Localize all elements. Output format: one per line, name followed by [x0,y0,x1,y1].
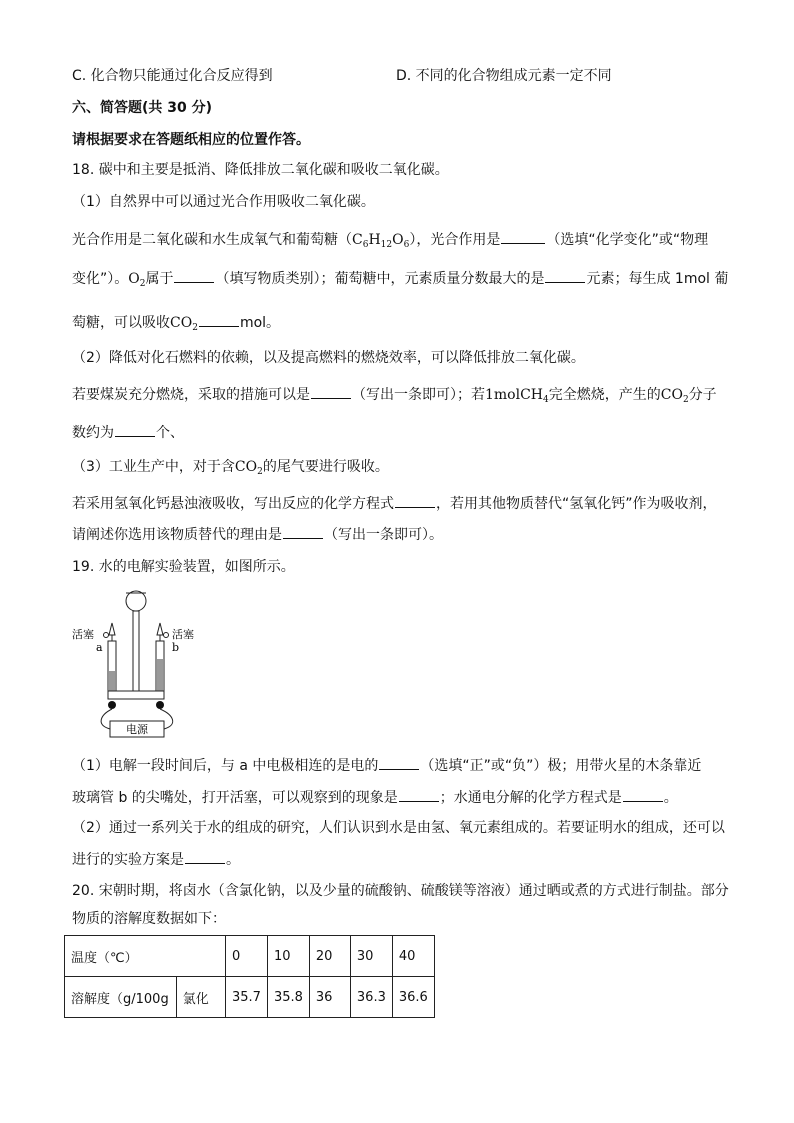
table-cell: 10 [267,936,309,977]
stopcock-left-icon [104,633,109,638]
table-cell: 40 [392,936,434,977]
o2-formula: $O_2$ [128,271,146,289]
table-header-temperature: 温度（℃） [65,936,226,977]
answer-blank[interactable] [199,312,239,327]
q18-part2: （2）降低对化石燃料的依赖，以及提高燃料的燃烧效率，可以降低排放二氧化碳。 [72,350,585,366]
q19-line3: （2）通过一系列关于水的组成的研究，人们认识到水是由氢、氧元素组成的。若要证明水的组成，还可以 [72,820,725,836]
q18-stem: 18. 碳中和主要是抵消、降低排放二氧化碳和吸收二氧化碳。 [72,162,449,178]
option-d: D. 不同的化合物组成元素一定不同 [396,68,612,84]
option-c: C. 化合物只能通过化合反应得到 [72,68,273,84]
ch4-formula: 1molCH$_4$ [485,387,549,405]
table-cell: 35.7 [226,977,268,1018]
tube-a-label: a [96,641,103,654]
solubility-table [64,935,435,1018]
answer-blank[interactable] [399,787,439,802]
co2-formula: $CO_2$ [170,315,198,333]
table-row [65,977,435,1018]
answer-blank[interactable] [115,422,155,437]
tube-b-label: b [172,641,180,654]
q20-line2: 物质的溶解度数据如下： [72,911,226,927]
stopcock-left-label: 活塞 [72,628,94,641]
power-label: 电源 [126,723,148,736]
q18-line1: 光合作用是二氧化碳和水生成氧气和葡萄糖$(C_6H_{12}O_6)$，光合作用是 （选填“化学变化”或“物理 [72,229,708,250]
q19-stem: 19. 水的电解实验装置，如图所示。 [72,559,295,575]
table-cell: 35.8 [267,977,309,1018]
q18-part3: （3）工业生产中，对于含$CO_2$的尾气要进行吸收。 [72,459,389,477]
answer-blank[interactable] [283,524,323,539]
answer-blank[interactable] [623,787,663,802]
co2-formula: $CO_2$ [660,387,689,405]
table-cell: 36 [309,977,350,1018]
answer-blank[interactable] [311,384,351,399]
q18-line5: 数约为 个、 [72,422,184,443]
reservoir-bulb [126,591,146,611]
electrolysis-apparatus-diagram [70,585,200,741]
q19-line4: 进行的实验方案是 。 [72,849,240,870]
electrode-a-icon [108,701,116,709]
table-header-solubility: 溶解度（g/100g [65,977,177,1018]
table-header-substance: 氯化 [176,977,225,1018]
answer-blank[interactable] [545,268,585,283]
section-title: 六、简答题(共 30 分) [72,100,213,116]
q18-l1a: 光合作用是二氧化碳和水生成氧气和葡萄糖（ [72,232,352,248]
q18-line6: 若采用氢氧化钙悬浊液吸收，写出反应的化学方程式 ，若用其他物质替代“氢氧化钙”作为吸收剂， [72,493,717,514]
answer-blank[interactable] [501,229,545,244]
table-cell: 20 [309,936,350,977]
connecting-tube [108,691,164,699]
table-cell: 36.6 [392,977,434,1018]
answer-blank[interactable] [379,755,419,770]
table-cell: 0 [226,936,268,977]
answer-blank[interactable] [395,493,435,508]
section-instruction: 请根据要求在答题纸相应的位置作答。 [72,132,310,148]
tube-a-nozzle [109,623,115,635]
glucose-formula: $C_6H_{12}O_6$ [352,232,410,250]
q19-line2: 玻璃管 b 的尖嘴处，打开活塞，可以观察到的现象是 ；水通电分解的化学方程式是 。 [72,787,678,808]
q18-line4: 若要煤炭充分燃烧，采取的措施可以是 （写出一条即可）；若1molCH$_4$完全燃烧，产生的$CO_2$分子 [72,384,717,405]
q18-part1: （1）自然界中可以通过光合作用吸收二氧化碳。 [72,194,375,210]
stopcock-right-icon [164,633,169,638]
stopcock-right-label: 活塞 [172,628,194,641]
table-cell: 36.3 [350,977,392,1018]
q19-line1: （1）电解一段时间后，与 a 中电极相连的是电的 （选填“正”或“负”）极；用带火星的木条靠近 [72,755,701,776]
answer-blank[interactable] [185,849,225,864]
center-tube [133,611,139,691]
answer-blank[interactable] [174,268,214,283]
q18-line3: 萄糖，可以吸收$CO_2$ mol。 [72,312,280,333]
table-row [65,936,435,977]
co2-formula: $CO_2$ [234,459,263,477]
q18-line7: 请阐述你选用该物质替代的理由是 （写出一条即可）。 [72,524,443,545]
electrode-b-icon [156,701,164,709]
q20-line1: 20. 宋朝时期，将卤水（含氯化钠，以及少量的硫酸钠、硫酸镁等溶液）通过晒或煮的方式进行制盐。部分 [72,883,729,899]
q18-line2: 变化”）。$O_2$属于 （填写物质类别）；葡萄糖中，元素质量分数最大的是 元素；每生成 1mol 葡 [72,268,728,289]
table-cell: 30 [350,936,392,977]
tube-b-nozzle [157,623,163,635]
